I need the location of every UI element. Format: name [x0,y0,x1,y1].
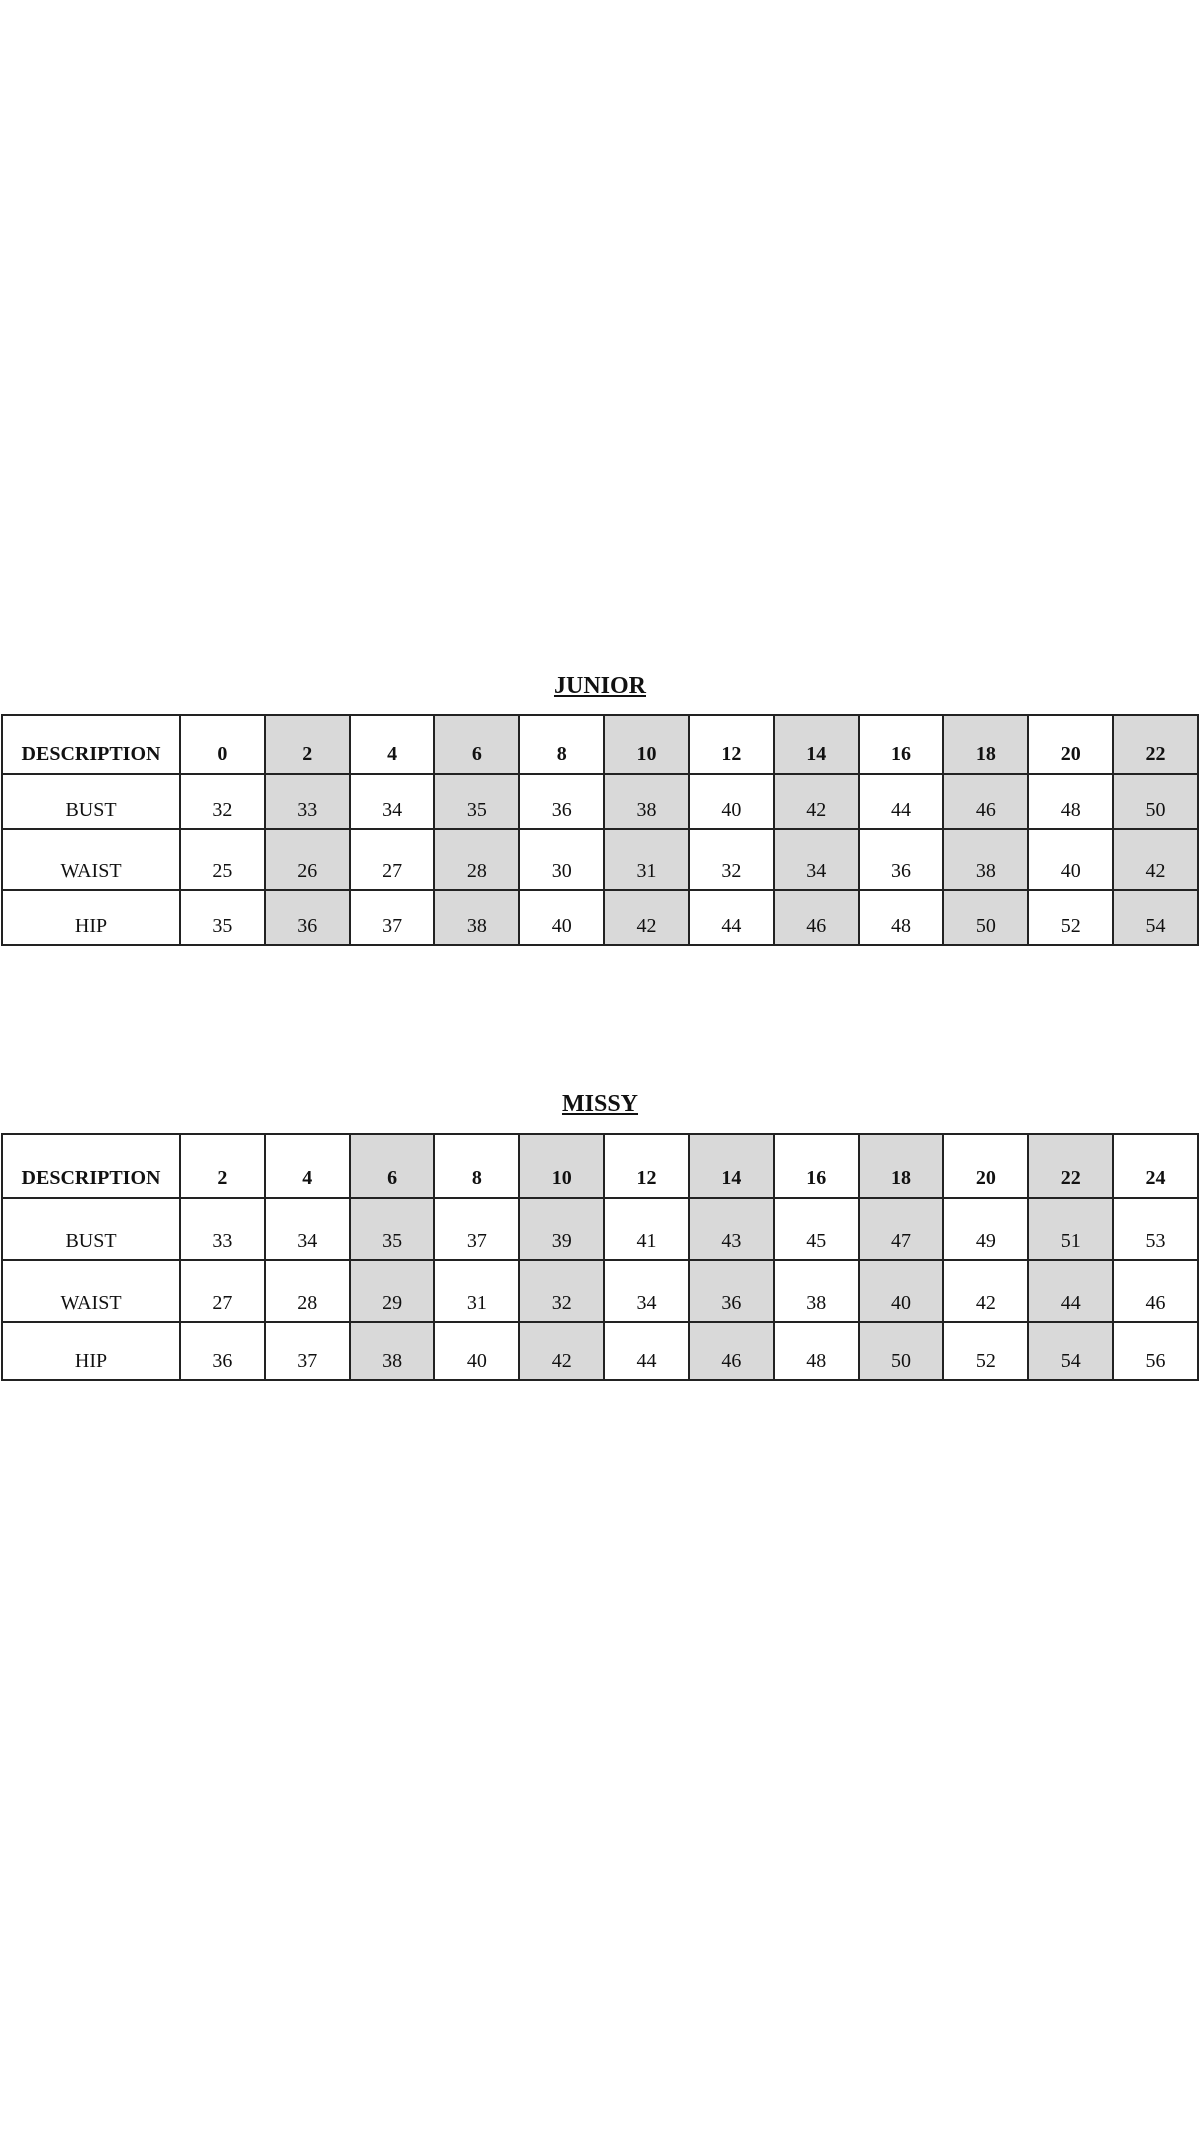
table-cell: 48 [1028,774,1113,829]
table-cell: 36 [519,774,604,829]
table-cell: 40 [689,774,774,829]
junior-row-waist [2,829,1198,890]
table-cell: 29 [350,1260,435,1322]
missy-size-header: 2 [180,1134,265,1198]
missy-title: MISSY [561,1091,639,1117]
missy-size-header: 10 [519,1134,604,1198]
missy-row-label: HIP [2,1322,180,1380]
table-cell: 50 [859,1322,944,1380]
table-cell: 51 [1028,1198,1113,1260]
table-cell: 54 [1028,1322,1113,1380]
table-cell: 34 [604,1260,689,1322]
table-cell: 42 [1113,829,1198,890]
table-cell: 27 [350,829,435,890]
table-cell: 38 [943,829,1028,890]
junior-size-header: 0 [180,715,265,774]
missy-size-header: 16 [774,1134,859,1198]
table-cell: 44 [859,774,944,829]
table-cell: 45 [774,1198,859,1260]
table-cell: 35 [350,1198,435,1260]
table-cell: 48 [774,1322,859,1380]
table-cell: 36 [689,1260,774,1322]
junior-size-header: 18 [943,715,1028,774]
missy-size-header: 12 [604,1134,689,1198]
missy-row-label: WAIST [2,1260,180,1322]
table-cell: 33 [180,1198,265,1260]
missy-size-header: 14 [689,1134,774,1198]
junior-row-label: BUST [2,774,180,829]
table-cell: 48 [859,890,944,945]
table-cell: 32 [689,829,774,890]
table-cell: 46 [943,774,1028,829]
junior-size-header: 22 [1113,715,1198,774]
table-cell: 42 [774,774,859,829]
table-cell: 46 [1113,1260,1198,1322]
table-cell: 44 [689,890,774,945]
table-cell: 44 [1028,1260,1113,1322]
missy-row-hip [2,1322,1198,1380]
table-cell: 25 [180,829,265,890]
table-cell: 40 [1028,829,1113,890]
table-cell: 52 [943,1322,1028,1380]
table-cell: 33 [265,774,350,829]
table-cell: 32 [180,774,265,829]
table-cell: 27 [180,1260,265,1322]
table-cell: 35 [180,890,265,945]
table-cell: 26 [265,829,350,890]
table-cell: 50 [1113,774,1198,829]
missy-description-header: DESCRIPTION [2,1134,180,1198]
table-cell: 28 [265,1260,350,1322]
junior-row-label: WAIST [2,829,180,890]
table-cell: 36 [180,1322,265,1380]
table-cell: 28 [434,829,519,890]
missy-row-label: BUST [2,1198,180,1260]
missy-size-header: 18 [859,1134,944,1198]
junior-size-header: 16 [859,715,944,774]
table-cell: 56 [1113,1322,1198,1380]
table-cell: 38 [774,1260,859,1322]
missy-header-row [2,1134,1198,1198]
missy-size-header: 6 [350,1134,435,1198]
junior-size-header: 8 [519,715,604,774]
table-cell: 52 [1028,890,1113,945]
table-cell: 46 [689,1322,774,1380]
table-cell: 32 [519,1260,604,1322]
table-cell: 35 [434,774,519,829]
missy-size-header: 20 [943,1134,1028,1198]
table-cell: 49 [943,1198,1028,1260]
junior-size-header: 14 [774,715,859,774]
table-cell: 40 [434,1322,519,1380]
table-cell: 34 [774,829,859,890]
table-cell: 54 [1113,890,1198,945]
table-cell: 36 [859,829,944,890]
table-cell: 37 [350,890,435,945]
table-cell: 40 [519,890,604,945]
table-cell: 47 [859,1198,944,1260]
missy-size-table [1,1133,1199,1381]
junior-description-header: DESCRIPTION [2,715,180,774]
junior-section [0,668,1200,937]
table-cell: 34 [265,1198,350,1260]
table-cell: 38 [350,1322,435,1380]
table-cell: 50 [943,890,1028,945]
table-cell: 31 [604,829,689,890]
missy-section [0,1086,1200,1372]
missy-size-header: 22 [1028,1134,1113,1198]
junior-size-header: 4 [350,715,435,774]
table-cell: 38 [434,890,519,945]
table-cell: 41 [604,1198,689,1260]
table-cell: 38 [604,774,689,829]
table-cell: 44 [604,1322,689,1380]
junior-size-header: 2 [265,715,350,774]
junior-size-header: 6 [434,715,519,774]
table-cell: 42 [519,1322,604,1380]
table-cell: 37 [265,1322,350,1380]
junior-size-header: 10 [604,715,689,774]
table-cell: 31 [434,1260,519,1322]
table-cell: 34 [350,774,435,829]
junior-row-label: HIP [2,890,180,945]
table-cell: 36 [265,890,350,945]
table-cell: 53 [1113,1198,1198,1260]
junior-size-header: 20 [1028,715,1113,774]
table-cell: 42 [943,1260,1028,1322]
junior-title: JUNIOR [553,673,646,699]
table-cell: 37 [434,1198,519,1260]
missy-row-waist [2,1260,1198,1322]
junior-size-table [1,714,1199,946]
missy-row-bust [2,1198,1198,1260]
junior-row-bust [2,774,1198,829]
table-cell: 42 [604,890,689,945]
table-cell: 43 [689,1198,774,1260]
table-cell: 40 [859,1260,944,1322]
table-cell: 39 [519,1198,604,1260]
missy-size-header: 8 [434,1134,519,1198]
table-cell: 30 [519,829,604,890]
junior-size-header: 12 [689,715,774,774]
junior-row-hip [2,890,1198,945]
junior-header-row [2,715,1198,774]
missy-size-header: 4 [265,1134,350,1198]
missy-size-header: 24 [1113,1134,1198,1198]
table-cell: 46 [774,890,859,945]
